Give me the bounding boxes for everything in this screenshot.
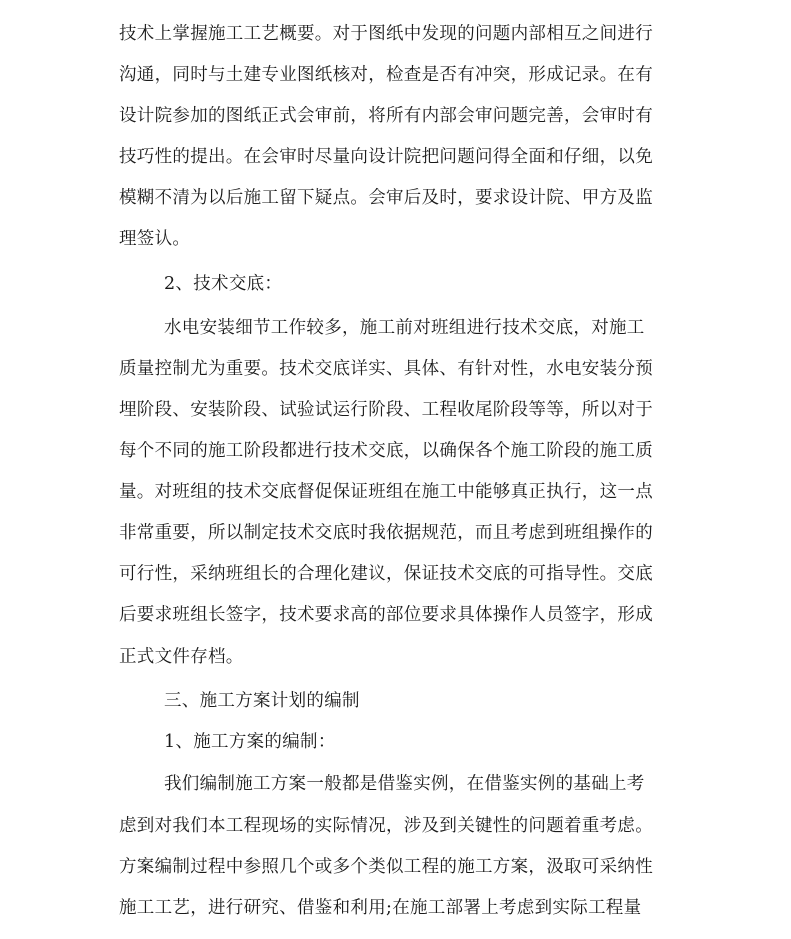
section-heading: 2、技术交底： (164, 274, 283, 294)
text-line: 每个不同的施工阶段都进行技术交底，以确保各个施工阶段的施工质 (119, 441, 653, 461)
text-line: 理签认。 (119, 229, 191, 249)
text-line: 非常重要，所以制定技术交底时我依据规范，而且考虑到班组操作的 (119, 523, 653, 543)
text-line: 质量控制尤为重要。技术交底详实、具体、有针对性，水电安装分预 (119, 359, 653, 379)
text-line: 可行性，采纳班组长的合理化建议，保证技术交底的可指导性。交底 (119, 564, 653, 584)
text-line: 设计院参加的图纸正式会审前，将所有内部会审问题完善，会审时有 (119, 106, 653, 126)
text-line: 方案编制过程中参照几个或多个类似工程的施工方案，汲取可采纳性 (119, 857, 653, 877)
text-line: 技巧性的提出。在会审时尽量向设计院把问题问得全面和仔细，以免 (119, 147, 653, 167)
text-line: 后要求班组长签字，技术要求高的部位要求具体操作人员签字，形成 (119, 605, 653, 625)
text-line: 沟通，同时与土建专业图纸核对，检查是否有冲突，形成记录。在有 (119, 65, 653, 85)
section-heading: 1、施工方案的编制： (164, 732, 336, 752)
text-line: 正式文件存档。 (119, 647, 244, 667)
chapter-heading: 三、施工方案计划的编制 (164, 691, 360, 711)
text-line: 量。对班组的技术交底督促保证班组在施工中能够真正执行，这一点 (119, 482, 653, 502)
paragraph-first-line: 水电安装细节工作较多，施工前对班组进行技术交底，对施工 (164, 318, 645, 338)
paragraph-first-line: 我们编制施工方案一般都是借鉴实例，在借鉴实例的基础上考 (164, 774, 645, 794)
text-line: 模糊不清为以后施工留下疑点。会审后及时，要求设计院、甲方及监 (119, 188, 653, 208)
text-line: 施工工艺，进行研究、借鉴和利用;在施工部署上考虑到实际工程量 (119, 898, 642, 918)
text-line: 虑到对我们本工程现场的实际情况，涉及到关键性的问题着重考虑。 (119, 816, 653, 836)
text-line: 埋阶段、安装阶段、试验试运行阶段、工程收尾阶段等等，所以对于 (119, 400, 653, 420)
text-line: 技术上掌握施工工艺概要。对于图纸中发现的问题内部相互之间进行 (119, 24, 653, 44)
